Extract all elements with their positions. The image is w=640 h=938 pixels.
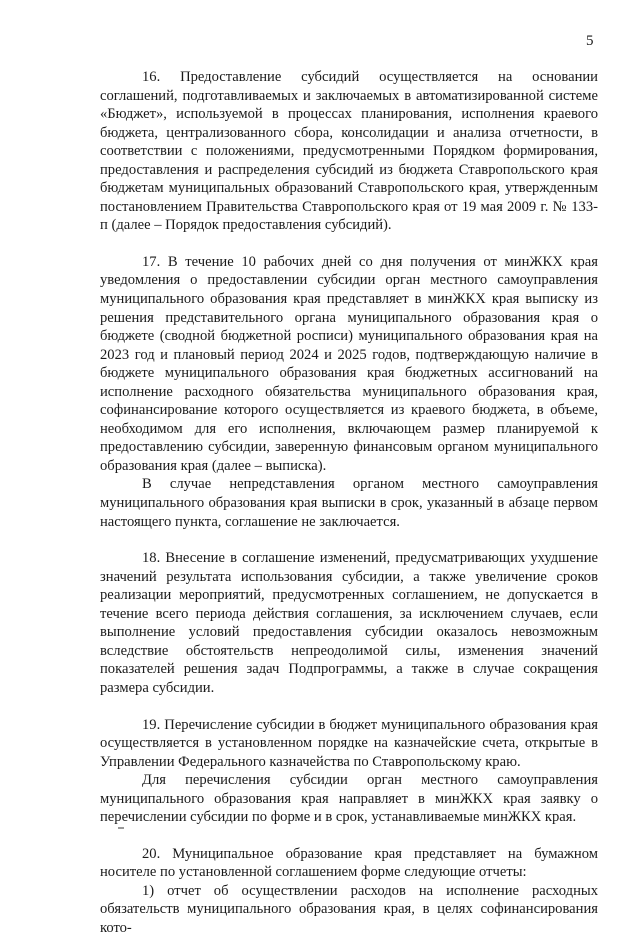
document-body — [100, 68, 598, 938]
paragraph-17-note: В случае непредставления органом местного самоуправления муниципального образования края выписки в срок, указанный в абзаце первом настоящего пункта, соглашение не заключается. — [100, 476, 598, 530]
page-number: 5 — [586, 33, 594, 49]
paragraph-20: 20. Муниципальное образование края представляет на бумажном носителе по установленной соглашением форме следующие отчеты: — [100, 845, 598, 881]
paragraph-18: 18. Внесение в соглашение изменений, предусматривающих ухудшение значений результата использования субсидии, а также увеличение сроков реализации мероприятий, предусмотренных соглашением, не допускается в течение всего периода действия соглашения, за исключением случаев, если выполнение условий предоставления субсидии оказалось невозможным вследствие обстоятельств непреодолимой силы, изменения значений показателей решения задач Подпрограммы, а также в случае сокращения размера субсидии. — [100, 550, 598, 696]
paragraph-19-note: Для перечисления субсидии орган местного самоуправления муниципального образования края направляет в минЖКХ края заявку о перечислении субсидии по форме и в срок, устанавливаемые минЖКХ края. — [100, 772, 598, 826]
paragraph-17: 17. В течение 10 рабочих дней со дня получения от минЖКХ края уведомления о предоставлении субсидии орган местного самоуправления муниципального образования края представляет в минЖКХ края выписку из решения представительного органа муниципального образования края о бюджете (сводной бюджетной росписи) муниципального образования края на 2023 год и плановый период 2024 и 2025 годов, подтверждающую наличие в бюджете муниципального образования края бюджетных ассигнований на исполнение расходного обязательства муниципального образования края, софинансирование которого осуществляется из краевого бюджета, в объеме, необходимом для его исполнения, включающем размер планируемой к предоставлению субсидии, заверенную финансовым органом муниципального образования края (далее – выписка). — [100, 253, 598, 474]
paragraph-19: 19. Перечисление субсидии в бюджет муниципального образования края осуществляется в установленном порядке на казначейские счета, открытые в Управлении Федерального казначейства по Ставропольскому краю. — [100, 716, 598, 770]
paragraph-16: 16. Предоставление субсидий осуществляется на основании соглашений, подготавливаемых и заключаемых в автоматизированной системе «Бюджет», используемой в процессах планирования, исполнения краевого бюджета, централизованного сбора, консолидации и анализа отчетности, в соответствии с положениями, предусмотренными Порядком формирования, предоставления и распределения субсидий из бюджета Ставропольского края бюджетам муниципальных образований Ставропольского края, утвержденным постановлением Правительства Ставропольского края от 19 мая 2009 г. № 133-п (далее – Порядок предоставления субсидий). — [100, 69, 598, 234]
scan-mark — [118, 827, 124, 829]
paragraph-20-item-1: 1) отчет об осуществлении расходов на исполнение расходных обязательств муниципального образования края, в целях софинансирования кото- — [100, 882, 598, 936]
